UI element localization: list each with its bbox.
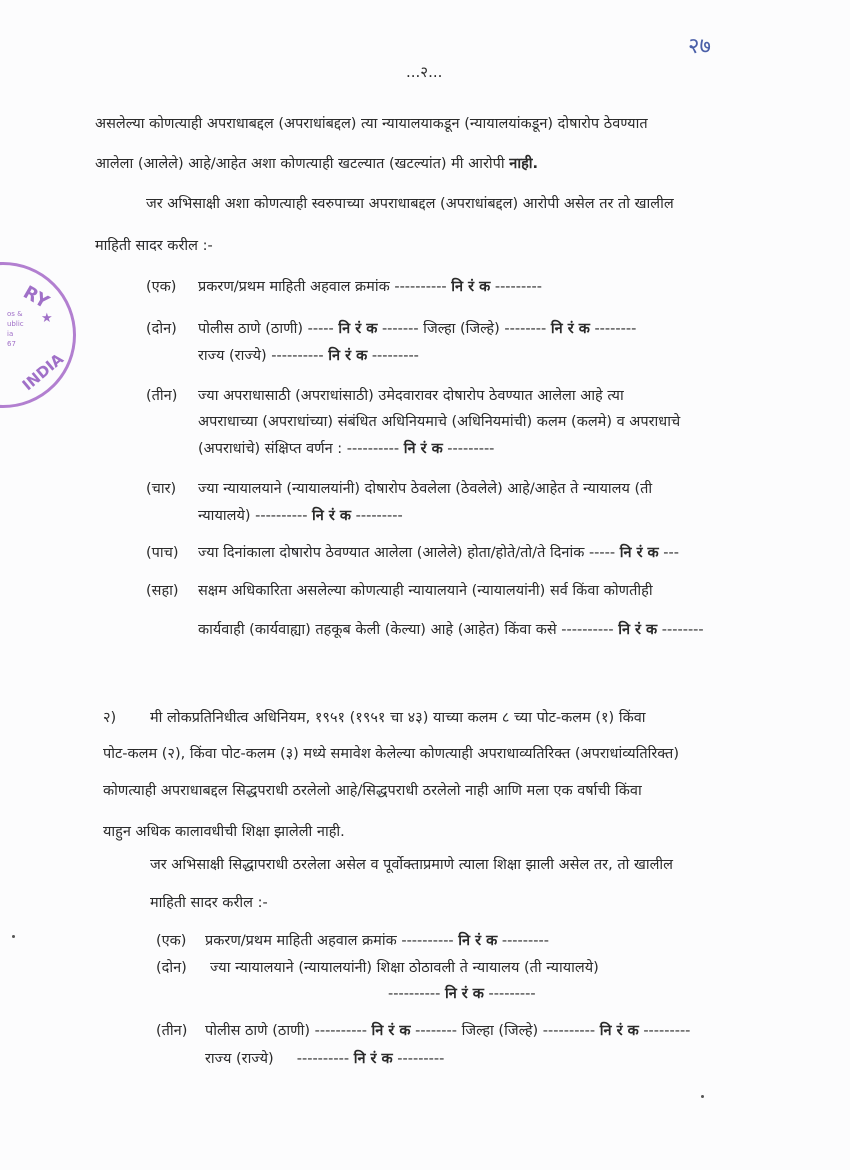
line-text: राज्य (राज्ये) ----------	[205, 1051, 354, 1067]
nil-value: नि रं क	[371, 1023, 411, 1039]
nil-value: नि रं क	[451, 279, 491, 295]
line-text: प्रकरण/प्रथम माहिती अहवाल क्रमांक ----------	[198, 279, 452, 295]
s1-item-4-line-1	[198, 478, 652, 498]
nil-value: नि रं क	[618, 622, 658, 638]
handwritten-page-number: २७	[688, 34, 711, 59]
s1-intro-line-2: माहिती सादर करील :-	[95, 238, 213, 254]
line-text: अपराधाच्या (अपराधांच्या) संबंधित अधिनियमाचे (अधिनियमांची) कलम (कलमे) व अपराधाचे	[198, 414, 681, 430]
scan-speck	[701, 1095, 704, 1098]
s2-para-line-1: मी लोकप्रतिनिधीत्व अधिनियम, १९५१ (१९५१ चा ४३) याच्या कलम ८ च्या पोट-कलम (१) किंवा	[150, 710, 646, 726]
line-text: पोलीस ठाणे (ठाणी) -----	[198, 321, 339, 337]
nil-value: नि रं क	[599, 1023, 639, 1039]
nil-value: नि रं क	[444, 986, 484, 1002]
line-text: --------	[657, 622, 704, 638]
nil-value: नि रं क	[403, 441, 443, 457]
line-text: ---------	[442, 441, 495, 457]
s2-intro-line-1: जर अभिसाक्षी सिद्धापराधी ठरलेला असेल व पूर्वोक्ताप्रमाणे त्याला शिक्षा झाली असेल तर, तो खालील	[150, 857, 673, 873]
s1-item-5-line-1	[198, 542, 679, 562]
line-text: --------	[589, 321, 637, 337]
line-text: राज्य (राज्ये) ----------	[198, 348, 329, 364]
line-text: प्रकरण/प्रथम माहिती अहवाल क्रमांक ----------	[205, 933, 459, 949]
line-text: ज्या न्यायालयाने (न्यायालयांनी) दोषारोप ठेवलेला (ठेवलेले) आहे/आहेत ते न्यायालय (ती	[198, 481, 653, 497]
page-number: ...२...	[406, 63, 443, 81]
s2-para-line-2: पोट-कलम (२), किंवा पोट-कलम (३) मध्ये समावेश केलेल्या कोणत्याही अपराधाव्यतिरिक्त (अपराधांव्यतिरिक्त)	[103, 746, 679, 762]
s1-item-4-line-2	[198, 505, 403, 525]
line-text: कार्यवाही (कार्यवाह्या) तहकूब केली (केल्या) आहे (आहेत) किंवा कसे ----------	[198, 622, 619, 638]
line-text: पोलीस ठाणे (ठाणी) ----------	[205, 1023, 372, 1039]
line-text: ज्या न्यायालयाने (न्यायालयांनी) शिक्षा ठोठावली ते न्यायालय (ती न्यायालये)	[210, 960, 599, 976]
s1-item-6-line-1	[198, 580, 653, 600]
s2-item-3-line-1	[205, 1020, 690, 1040]
line-text: (अपराधांचे) संक्षिप्त वर्णन : ----------	[198, 441, 404, 457]
line-text: ---------	[367, 348, 419, 364]
s1-item-num: (दोन)	[146, 321, 177, 337]
nil-value: नि रं क	[353, 1051, 393, 1067]
nil-value: नि रं क	[458, 933, 498, 949]
line-text: ---------	[638, 1023, 691, 1039]
s2-intro-line-2: माहिती सादर करील :-	[150, 895, 268, 911]
s2-para-line-4: याहुन अधिक कालावधीची शिक्षा झालेली नाही.	[103, 824, 345, 840]
s1-item-6-line-2	[198, 619, 704, 639]
line-text: ज्या अपराधासाठी (अपराधांसाठी) उमेदवारावर दोषारोप ठेवण्यात आलेला आहे त्या	[198, 388, 624, 404]
line-text: सक्षम अधिकारिता असलेल्या कोणत्याही न्यायालयाने (न्यायालयांनी) सर्व किंवा कोणतीही	[198, 583, 653, 599]
s1-item-num: (सहा)	[146, 583, 179, 599]
line-text: ज्या दिनांकाला दोषारोप ठेवण्यात आलेला (आलेले) होता/होते/तो/ते दिनांक -----	[198, 545, 620, 561]
nil-value: नि रं क	[338, 321, 378, 337]
s2-item-3-line-2	[205, 1048, 444, 1068]
scan-speck	[12, 935, 15, 938]
line-text: -------- जिल्हा (जिल्हे) ----------	[410, 1023, 600, 1039]
line-text: ---------	[392, 1051, 445, 1067]
s2-item-2-line-1	[210, 957, 599, 977]
s2-para-line-3: कोणत्याही अपराधाबद्दल सिद्धपराधी ठरलेलो आहे/सिद्धपराधी ठरलेलो नाही आणि मला एक वर्षाची किंवा	[103, 783, 642, 799]
stamp-inner-text: os & ublic ia 67	[7, 310, 24, 348]
nil-value: नि रं क	[550, 321, 590, 337]
s1-para-line-2-bold: नाही.	[509, 156, 539, 172]
s2-item-num: (दोन)	[156, 960, 187, 976]
s1-item-num: (एक)	[146, 279, 177, 295]
s2-item-num: (तीन)	[156, 1023, 188, 1039]
stamp-top-text: RY	[19, 281, 53, 314]
line-text: ---------	[351, 508, 403, 524]
s2-item-1-line-1	[205, 930, 549, 950]
s1-intro-line-1: जर अभिसाक्षी अशा कोणत्याही स्वरुपाच्या अपराधाबद्दल (अपराधांबद्दल) आरोपी असेल तर तो खालील	[146, 196, 674, 212]
library-stamp	[0, 262, 76, 408]
s1-para-line-2-text: आलेला (आलेले) आहे/आहेत अशा कोणत्याही खटल्यात (खटल्यांत) मी आरोपी	[95, 156, 505, 172]
nil-value: नि रं क	[328, 348, 368, 364]
s1-para-line-2	[95, 153, 538, 173]
stamp-star-icon: ★	[41, 311, 53, 326]
s1-item-2-line-2	[198, 345, 419, 365]
s2-number: २)	[103, 710, 117, 726]
line-text: ----------	[388, 986, 445, 1002]
s1-item-3-line-3	[198, 438, 494, 458]
line-text: ---	[658, 545, 679, 561]
s1-item-num: (तीन)	[146, 388, 178, 404]
s2-item-num: (एक)	[156, 933, 187, 949]
s1-item-3-line-2	[198, 411, 680, 431]
s1-item-3-line-1	[198, 385, 624, 405]
s1-para-line-1: असलेल्या कोणत्याही अपराधाबद्दल (अपराधांबद्दल) त्या न्यायालयाकडून (न्यायालयांकडून) दोषारोप ठेवण्यात	[95, 116, 648, 132]
stamp-bottom-text: INDIA	[18, 349, 67, 395]
line-text: ------- जिल्हा (जिल्हे) --------	[377, 321, 551, 337]
s1-item-num: (पाच)	[146, 545, 179, 561]
s1-item-2-line-1	[198, 318, 636, 338]
s1-item-num: (चार)	[146, 481, 177, 497]
line-text: ---------	[497, 933, 549, 949]
line-text: ---------	[483, 986, 536, 1002]
line-text: न्यायालये) ----------	[198, 508, 313, 524]
nil-value: नि रं क	[312, 508, 352, 524]
s2-item-2-line-2	[388, 983, 536, 1003]
line-text: ---------	[490, 279, 542, 295]
s1-item-1-line-1	[198, 276, 542, 296]
nil-value: नि रं क	[619, 545, 659, 561]
